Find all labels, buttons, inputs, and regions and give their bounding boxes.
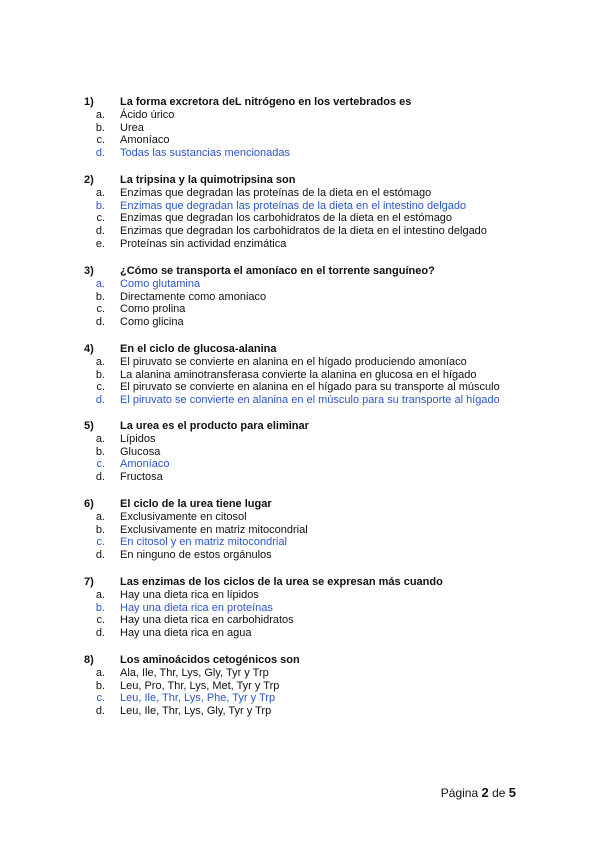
option-c-correct bbox=[84, 458, 534, 471]
question-header bbox=[84, 265, 534, 278]
option-letter: d. bbox=[95, 549, 105, 562]
option-letter: b. bbox=[95, 601, 105, 614]
option-text: Fructosa bbox=[120, 471, 163, 484]
option-a bbox=[84, 187, 534, 200]
question-number: 6) bbox=[84, 498, 94, 510]
option-letter: d. bbox=[95, 225, 105, 238]
option-b bbox=[84, 122, 534, 135]
option-b bbox=[84, 524, 534, 537]
option-b-correct bbox=[84, 602, 534, 615]
option-text: Hay una dieta rica en agua bbox=[120, 627, 252, 640]
option-text: Todas las sustancias mencionadas bbox=[120, 147, 290, 160]
option-text: Urea bbox=[120, 121, 144, 134]
option-letter: a. bbox=[95, 511, 105, 523]
option-text: Ala, Ile, Thr, Lys, Gly, Tyr y Trp bbox=[120, 667, 269, 679]
option-text: Leu, Ile, Thr, Lys, Gly, Tyr y Trp bbox=[120, 705, 272, 718]
option-text: Glucosa bbox=[120, 445, 161, 458]
option-letter: b. bbox=[95, 523, 105, 536]
option-text: Hay una dieta rica en carbohidratos bbox=[120, 614, 294, 627]
option-d bbox=[84, 705, 534, 718]
question-text: La forma excretora deL nitrógeno en los vertebrados es bbox=[120, 96, 412, 108]
option-b bbox=[84, 680, 534, 693]
question-text: El ciclo de la urea tiene lugar bbox=[120, 498, 272, 510]
question-text: ¿Cómo se transporta el amoníaco en el torrente sanguíneo? bbox=[120, 265, 435, 277]
option-b-correct bbox=[84, 200, 534, 213]
option-letter: b. bbox=[95, 199, 105, 212]
question-text: Las enzimas de los ciclos de la urea se expresan más cuando bbox=[120, 576, 443, 588]
option-letter: a. bbox=[95, 109, 105, 121]
option-a bbox=[84, 433, 534, 446]
option-text: El piruvato se convierte en alanina en el músculo para su transporte al hígado bbox=[120, 394, 500, 407]
page-number-footer bbox=[441, 785, 516, 800]
option-c-correct bbox=[84, 536, 534, 549]
option-text: En citosol y en matriz mitocondrial bbox=[120, 536, 287, 549]
option-letter: c. bbox=[96, 381, 105, 394]
option-letter: c. bbox=[96, 134, 105, 147]
question-header bbox=[84, 576, 534, 589]
option-letter: c. bbox=[96, 212, 105, 225]
question-number: 8) bbox=[84, 654, 94, 666]
question-number: 5) bbox=[84, 420, 94, 432]
option-c bbox=[84, 614, 534, 627]
question-number: 3) bbox=[84, 265, 94, 277]
question-7 bbox=[84, 576, 534, 640]
option-letter: a. bbox=[95, 433, 105, 445]
question-number: 2) bbox=[84, 174, 94, 186]
option-a bbox=[84, 511, 534, 524]
option-text: Como glicina bbox=[120, 316, 184, 329]
question-text: Los aminoácidos cetogénicos son bbox=[120, 654, 300, 666]
option-c bbox=[84, 303, 534, 316]
option-text: Proteínas sin actividad enzimática bbox=[120, 237, 287, 250]
option-letter: a. bbox=[95, 356, 105, 368]
option-letter: d. bbox=[95, 147, 105, 160]
option-text: El piruvato se convierte en alanina en el hígado produciendo amoníaco bbox=[120, 356, 467, 368]
option-c-correct bbox=[84, 692, 534, 705]
option-text: Lípidos bbox=[120, 433, 156, 445]
option-letter: d. bbox=[95, 627, 105, 640]
option-text: Leu, Pro, Thr, Lys, Met, Tyr y Trp bbox=[120, 679, 280, 692]
option-text: Exclusivamente en citosol bbox=[120, 511, 247, 523]
option-letter: c. bbox=[96, 614, 105, 627]
option-e bbox=[84, 238, 534, 251]
option-c bbox=[84, 134, 534, 147]
option-letter: d. bbox=[95, 471, 105, 484]
option-d bbox=[84, 627, 534, 640]
option-b bbox=[84, 369, 534, 382]
option-text: Enzimas que degradan los carbohidratos de la dieta en el intestino delgado bbox=[120, 225, 487, 238]
question-header bbox=[84, 174, 534, 187]
option-d bbox=[84, 225, 534, 238]
question-header bbox=[84, 343, 534, 356]
option-a bbox=[84, 109, 534, 122]
question-header bbox=[84, 654, 534, 667]
option-a bbox=[84, 589, 534, 602]
option-letter: d. bbox=[95, 705, 105, 718]
question-8 bbox=[84, 654, 534, 718]
question-2 bbox=[84, 174, 534, 250]
option-d bbox=[84, 471, 534, 484]
question-6 bbox=[84, 498, 534, 562]
option-letter: e. bbox=[95, 237, 105, 250]
question-text: La urea es el producto para eliminar bbox=[120, 420, 309, 432]
option-b bbox=[84, 291, 534, 304]
question-header bbox=[84, 498, 534, 511]
option-text: Leu, Ile, Thr, Lys, Phe, Tyr y Trp bbox=[120, 692, 276, 705]
option-text: Enzimas que degradan los carbohidratos de la dieta en el estómago bbox=[120, 212, 453, 225]
option-letter: b. bbox=[95, 445, 105, 458]
option-letter: a. bbox=[95, 187, 105, 199]
option-text: Hay una dieta rica en proteínas bbox=[120, 601, 273, 614]
total-pages: 5 bbox=[508, 785, 516, 800]
option-text: Enzimas que degradan las proteínas de la dieta en el intestino delgado bbox=[120, 199, 467, 212]
option-text: En ninguno de estos orgánulos bbox=[120, 549, 272, 562]
question-header bbox=[84, 420, 534, 433]
option-text: Enzimas que degradan las proteínas de la dieta en el estómago bbox=[120, 187, 432, 199]
option-text: Como glutamina bbox=[120, 278, 201, 290]
option-d-correct bbox=[84, 394, 534, 407]
option-letter: b. bbox=[95, 290, 105, 303]
option-text: El piruvato se convierte en alanina en el hígado para su transporte al músculo bbox=[120, 381, 500, 394]
option-b bbox=[84, 446, 534, 459]
option-letter: d. bbox=[95, 394, 105, 407]
question-header bbox=[84, 96, 534, 109]
question-5 bbox=[84, 420, 534, 484]
question-number: 7) bbox=[84, 576, 94, 588]
option-a bbox=[84, 356, 534, 369]
option-text: Hay una dieta rica en lípidos bbox=[120, 589, 259, 601]
option-letter: d. bbox=[95, 316, 105, 329]
option-letter: b. bbox=[95, 121, 105, 134]
option-c bbox=[84, 381, 534, 394]
option-text: Como prolina bbox=[120, 303, 186, 316]
page-label: Página bbox=[440, 786, 479, 800]
current-page: 2 bbox=[481, 785, 489, 800]
option-text: La alanina aminotransferasa convierte la alanina en glucosa en el hígado bbox=[120, 368, 477, 381]
option-c bbox=[84, 212, 534, 225]
option-letter: a. bbox=[95, 589, 105, 601]
option-text: Exclusivamente en matriz mitocondrial bbox=[120, 523, 308, 536]
question-text: La tripsina y la quimotripsina son bbox=[120, 174, 296, 186]
question-number: 4) bbox=[84, 343, 94, 355]
question-1 bbox=[84, 96, 534, 160]
option-a-correct bbox=[84, 278, 534, 291]
option-d bbox=[84, 549, 534, 562]
option-letter: a. bbox=[95, 667, 105, 679]
option-text: Directamente como amoniaco bbox=[120, 290, 267, 303]
option-a bbox=[84, 667, 534, 680]
question-3 bbox=[84, 265, 534, 329]
option-letter: c. bbox=[96, 458, 105, 471]
option-d bbox=[84, 316, 534, 329]
page-separator: de bbox=[492, 786, 506, 800]
question-text: En el ciclo de glucosa-alanina bbox=[120, 343, 277, 355]
option-text: Amoníaco bbox=[120, 134, 170, 147]
option-letter: c. bbox=[96, 536, 105, 549]
option-text: Amoníaco bbox=[120, 458, 170, 471]
option-letter: a. bbox=[95, 278, 105, 290]
question-number: 1) bbox=[84, 96, 94, 108]
option-d-correct bbox=[84, 147, 534, 160]
question-4 bbox=[84, 343, 534, 407]
option-letter: c. bbox=[96, 303, 105, 316]
option-letter: b. bbox=[95, 368, 105, 381]
option-letter: b. bbox=[95, 679, 105, 692]
option-letter: c. bbox=[96, 692, 105, 705]
option-text: Ácido úrico bbox=[120, 109, 175, 121]
